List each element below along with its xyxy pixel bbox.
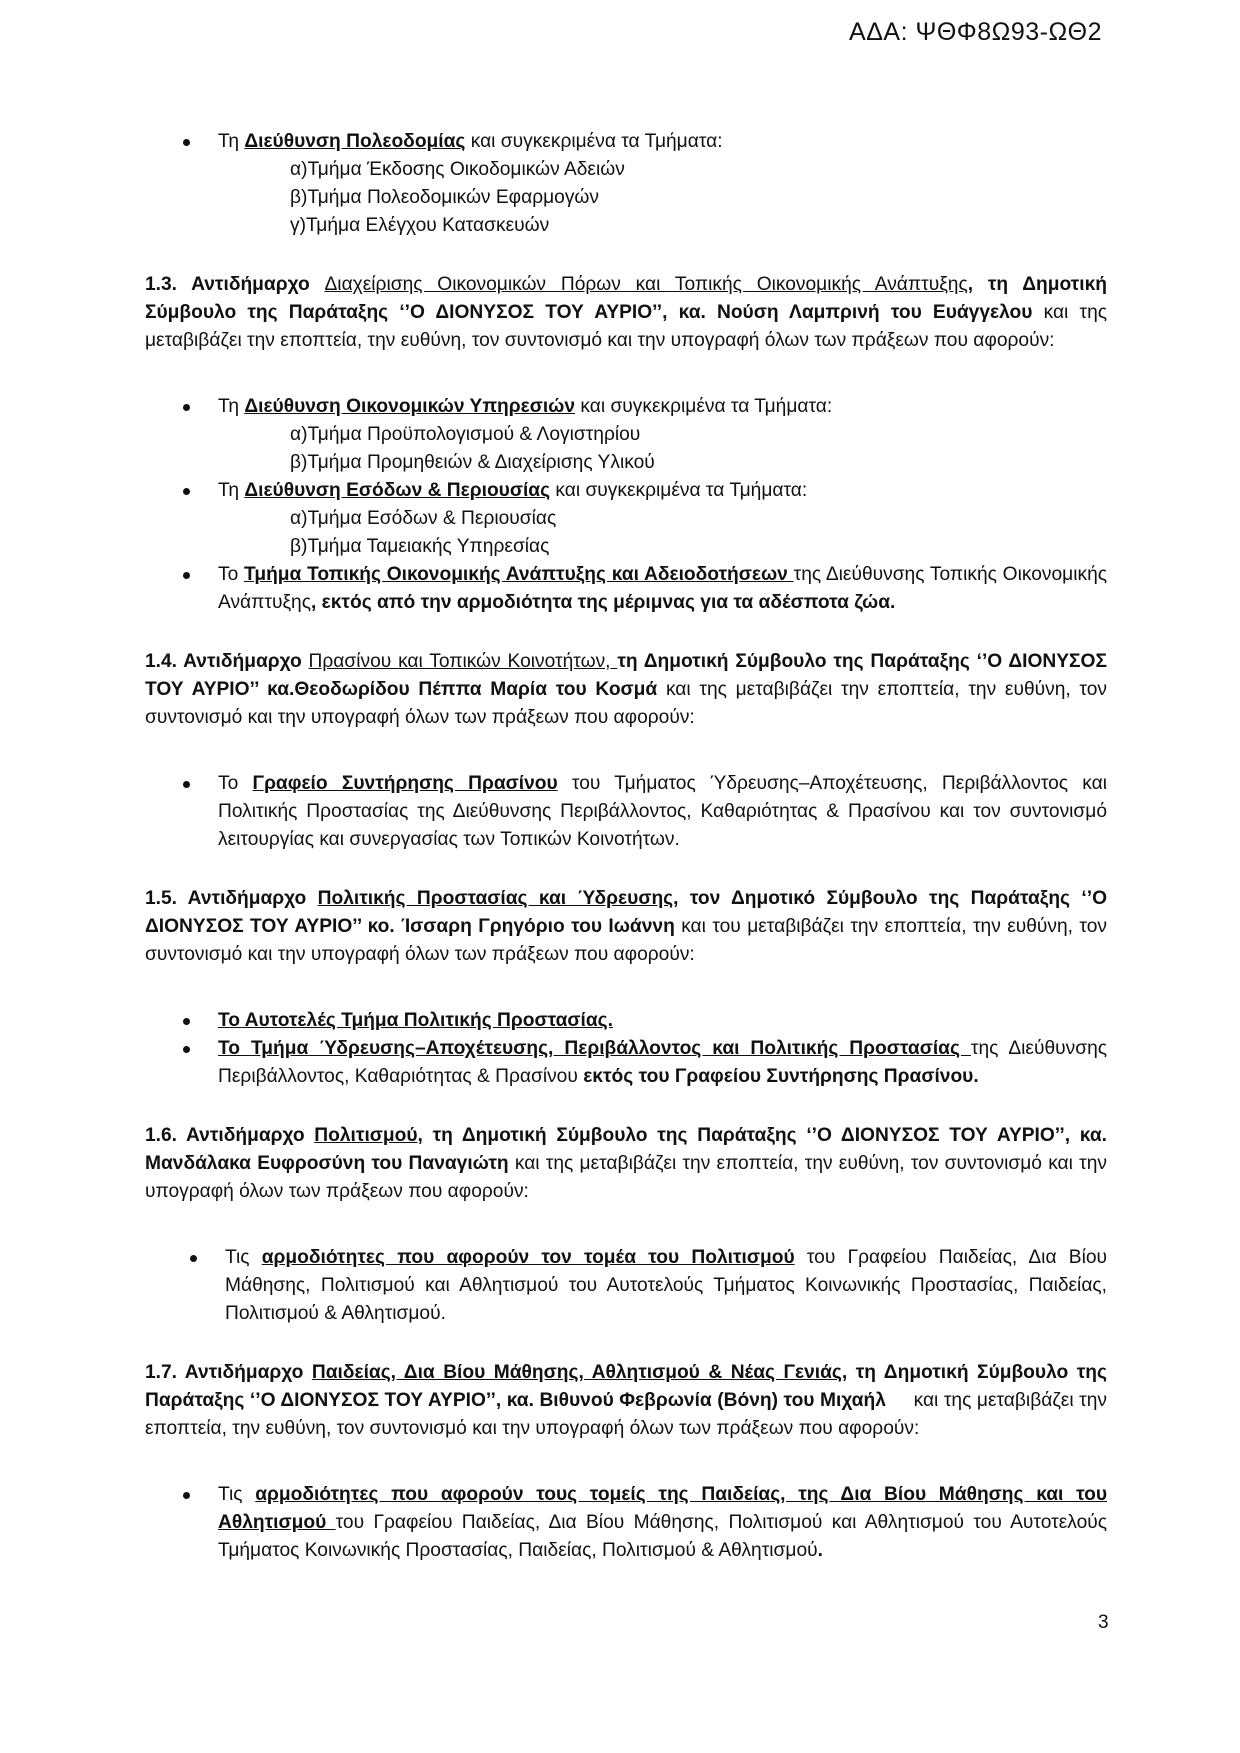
section-number: 1.3. <box>145 274 178 295</box>
bullet-icon <box>183 1046 190 1053</box>
bullet-text: Τη <box>218 480 245 501</box>
section-number: 1.5. <box>145 888 178 909</box>
bullet-text: και συγκεκριμένα τα Τμήματα: <box>575 396 833 417</box>
department-title: αρμοδιότητες που αφορούν τους τομείς της Παιδείας, της Δια Βίου Μάθησης και του Αθλητισμού <box>218 1484 1107 1533</box>
section-appointee: , τη Δημοτική Σύμβουλο της Παράταξης ‘’Ο ΔΙΟΝΥΣΟΣ ΤΟΥ ΑΥΡΙΟ’’, κα. Βιθυνού Φεβρωνία (Βόνη) του Μιχαήλ <box>145 1362 1107 1411</box>
bullet-text: και συγκεκριμένα τα Τμήματα: <box>550 480 808 501</box>
bullet-item <box>145 1007 1107 1035</box>
bullet-item <box>145 393 1107 421</box>
section-role: Αντιδήμαρχο <box>177 888 318 909</box>
ada-code: ΑΔΑ: ΨΘΦ8Ω93-ΩΘ2 <box>849 18 1102 46</box>
bullet-text: Το <box>218 564 245 585</box>
page-number: 3 <box>1098 1612 1109 1633</box>
section-text: και της μεταβιβάζει την εποπτεία, την ευθύνη, τον συντονισμό και την υπογραφή όλων των πράξεων που αφορούν: <box>145 679 1108 728</box>
section-area: Πολιτικής Προστασίας και Ύδρευσης, <box>317 888 679 909</box>
bullet-text: Τη <box>218 396 245 417</box>
section-1-3 <box>145 271 1107 355</box>
section-role: Αντιδήμαρχο <box>177 651 309 672</box>
section-area: Παιδείας, Δια Βίου Μάθησης, Αθλητισμού & Νέας Γενιάς <box>311 1362 842 1383</box>
department-title: αρμοδιότητες που αφορούν τον τομέα του Πολιτισμού <box>261 1247 795 1268</box>
bullet-icon <box>183 488 190 495</box>
bullet-text: Τις <box>218 1484 256 1505</box>
bullet-item <box>145 1244 1107 1328</box>
sub-item: β)Τμήμα Ταμειακής Υπηρεσίας <box>290 536 550 557</box>
sub-item: α)Τμήμα Εσόδων & Περιουσίας <box>290 508 557 529</box>
section-appointee: τη Δημοτική Σύμβουλο της Παράταξης ‘’Ο ΔΙΟΝΥΣΟΣ ΤΟΥ ΑΥΡΙΟ’’ κα.Θεοδωρίδου Πέππα Μαρία του Κοσμά <box>145 651 1107 700</box>
sub-item: β)Τμήμα Πολεοδομικών Εφαρμογών <box>290 187 600 208</box>
section-1-7 <box>145 1359 1113 1443</box>
section-area: Διαχείρισης Οικονομικών Πόρων και Τοπικής Οικονομικής Ανάπτυξης <box>324 274 968 295</box>
department-title: Διεύθυνση Οικονομικών Υπηρεσιών <box>244 396 576 417</box>
sub-item: β)Τμήμα Προμηθειών & Διαχείρισης Υλικού <box>290 452 655 473</box>
bullet-item <box>145 770 1107 854</box>
bullet-text: Τη <box>218 131 245 152</box>
sub-item: α)Τμήμα Έκδοσης Οικοδομικών Αδειών <box>290 159 625 180</box>
bullet-icon <box>183 404 190 411</box>
department-title: Διεύθυνση Εσόδων & Περιουσίας <box>244 480 551 501</box>
bullet-text: και συγκεκριμένα τα Τμήματα: <box>465 131 723 152</box>
bullet-exception: εκτός του Γραφείου Συντήρησης Πρασίνου. <box>583 1066 979 1087</box>
section-text: και της μεταβιβάζει την εποπτεία, την ευθύνη, τον συντονισμό και την υπογραφή όλων των πράξεων που αφορούν: <box>145 1153 1107 1202</box>
section-1-4 <box>145 648 1107 732</box>
sub-item: α)Τμήμα Προϋπολογισμού & Λογιστηρίου <box>290 424 641 445</box>
section-text: και της μεταβιβάζει την εποπτεία, την ευθύνη, τον συντονισμό και την υπογραφή όλων των πράξεων που αφορούν: <box>145 302 1107 351</box>
bullet-item <box>145 1035 1107 1091</box>
section-area: Πολιτισμού <box>314 1125 418 1146</box>
section-1-5 <box>145 885 1107 969</box>
bullet-item <box>145 561 1107 617</box>
section-appointee: , τη Δημοτική Σύμβουλο της Παράταξης ‘’Ο ΔΙΟΝΥΣΟΣ ΤΟΥ ΑΥΡΙΟ’’, κα. Μανδάλακα Ευφροσύνη του Παναγιώτη <box>145 1125 1107 1174</box>
department-title: Το Τμήμα Ύδρευσης–Αποχέτευσης, Περιβάλλοντος και Πολιτικής Προστασίας <box>218 1038 971 1059</box>
section-role: Αντιδήμαρχο <box>177 274 325 295</box>
bullet-text: της Διεύθυνσης Τοπικής Οικονομικής Ανάπτυξης <box>218 564 1107 613</box>
sub-item: γ)Τμήμα Ελέγχου Κατασκευών <box>290 215 550 236</box>
bullet-exception: , εκτός από την αρμοδιότητα της μέριμνας για τα αδέσποτα ζώα. <box>310 592 896 613</box>
section-appointee: , τη Δημοτική Σύμβουλο της Παράταξης ‘’Ο ΔΙΟΝΥΣΟΣ ΤΟΥ ΑΥΡΙΟ’’, κα. Νούση Λαμπρινή του Ευάγγελου <box>145 274 1107 323</box>
bullet-icon <box>183 139 190 146</box>
bullet-text: του Τμήματος Ύδρευσης–Αποχέτευσης, Περιβάλλοντος και Πολιτικής Προστασίας της Διεύθυνσης Περιβάλλοντος, Καθαριότητας & Πρασίνου και τον συντονισμό λειτουργίας και συνεργασίας των Τοπικών Κοινοτήτων. <box>218 773 1107 850</box>
section-number: 1.6. <box>145 1125 178 1146</box>
section-appointee: τον Δημοτικό Σύμβουλο της Παράταξης ‘’Ο ΔΙΟΝΥΣΟΣ ΤΟΥ ΑΥΡΙΟ’’ κο. Ίσσαρη Γρηγόριο του Ιωάννη <box>145 888 1108 937</box>
department-title: Γραφείο Συντήρησης Πρασίνου <box>252 773 558 794</box>
document-body <box>145 128 1113 1565</box>
section-role: Αντιδήμαρχο <box>177 1125 315 1146</box>
section-1-6 <box>145 1122 1107 1206</box>
section-number: 1.4. <box>145 651 178 672</box>
bullet-icon <box>183 1492 190 1499</box>
section-role: Αντιδήμαρχο <box>177 1362 312 1383</box>
bullet-icon <box>183 1018 190 1025</box>
bullet-period: . <box>817 1540 823 1561</box>
bullet-item <box>145 128 1107 156</box>
bullet-text: Τις <box>225 1247 262 1268</box>
department-title: Το Αυτοτελές Τμήμα Πολιτικής Προστασίας. <box>218 1010 613 1031</box>
section-number: 1.7. <box>145 1362 178 1383</box>
bullet-icon <box>183 572 190 579</box>
department-title: Διεύθυνση Πολεοδομίας <box>244 131 466 152</box>
bullet-text: του Γραφείου Παιδείας, Δια Βίου Μάθησης, Πολιτισμού και Αθλητισμού του Αυτοτελούς Τμήματος Κοινωνικής Προστασίας, Παιδείας, Πολιτισμού & Αθλητισμού <box>218 1512 1107 1561</box>
bullet-icon <box>190 1255 197 1262</box>
department-title: Τμήμα Τοπικής Οικονομικής Ανάπτυξης και Αδειοδοτήσεων <box>244 564 794 585</box>
bullet-text: του Γραφείου Παιδείας, Δια Βίου Μάθησης, Πολιτισμού και Αθλητισμού του Αυτοτελούς Τμήματος Κοινωνικής Προστασίας, Παιδείας, Πολιτισμού & Αθλητισμού. <box>225 1247 1107 1324</box>
bullet-icon <box>183 781 190 788</box>
section-area: Πρασίνου και Τοπικών Κοινοτήτων, <box>308 651 618 672</box>
bullet-item <box>145 1481 1107 1565</box>
bullet-item <box>145 477 1107 505</box>
bullet-text: της Διεύθυνσης Περιβάλλοντος, Καθαριότητας & Πρασίνου <box>218 1038 1107 1087</box>
section-text: και του μεταβιβάζει την εποπτεία, την ευθύνη, τον συντονισμό και την υπογραφή όλων των πράξεων που αφορούν: <box>145 916 1107 965</box>
section-text: και της μεταβιβάζει την εποπτεία, την ευθύνη, τον συντονισμό και την υπογραφή όλων των πράξεων που αφορούν: <box>145 1390 1113 1439</box>
bullet-text: Το <box>218 773 253 794</box>
